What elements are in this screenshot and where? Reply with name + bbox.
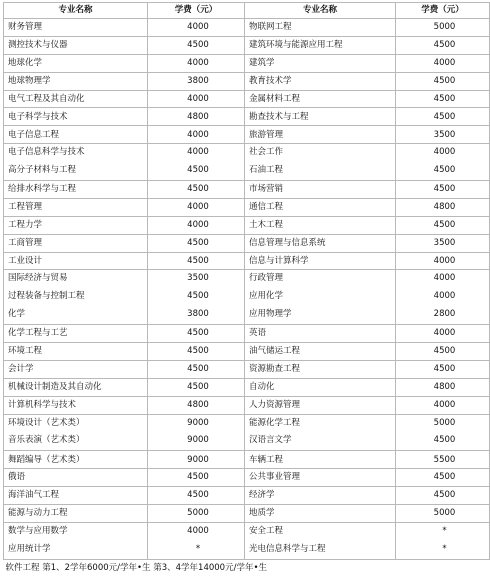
major-right-cell: 土木工程	[245, 216, 396, 234]
fee-right-cell	[396, 414, 490, 451]
table-row	[4, 522, 490, 559]
major-right-cell: 油气储运工程	[245, 343, 396, 361]
fee-right-cell: 4500	[396, 108, 490, 126]
major-right-line: 光电信息科学与工程	[249, 543, 326, 554]
major-right-cell: 资源勘查工程	[245, 360, 396, 378]
fee-left-cell: 4500	[148, 181, 245, 199]
fee-right-cell: 4000	[396, 325, 490, 343]
major-right-cell: 人力资源管理	[245, 396, 396, 414]
major-right-line: 社会工作	[249, 147, 284, 158]
fee-right-cell: 4800	[396, 378, 490, 396]
major-left-cell: 地球化学	[4, 54, 148, 72]
fee-left-line: 4500	[187, 165, 209, 176]
major-left-line: 数学与应用数学	[8, 525, 68, 536]
software-engineering-note: 软件工程 第1、2学年6000元/学年•生 第3、4学年14000元/学年•生	[5, 563, 267, 574]
major-left-cell: 环境工程	[4, 343, 148, 361]
major-left-cell: 能源与动力工程	[4, 505, 148, 523]
major-right-cell: 勘查技术与工程	[245, 108, 396, 126]
fee-left-line: 3800	[187, 309, 209, 320]
major-left-cell	[4, 144, 148, 181]
major-left-cell: 工商管理	[4, 234, 148, 252]
major-left-line: 环境设计（艺术类）	[8, 417, 85, 428]
fee-right-line: 4500	[433, 435, 456, 446]
major-right-cell: 公共事业管理	[245, 469, 396, 487]
major-right-line: 能源化学工程	[249, 417, 301, 428]
major-right-cell: 地质学	[245, 505, 396, 523]
major-left-cell: 计算机科学与技术	[4, 396, 148, 414]
fee-right-cell: 4500	[396, 216, 490, 234]
table-row	[4, 505, 490, 523]
tuition-fee-table	[3, 2, 490, 577]
major-right-cell: 旅游管理	[245, 126, 396, 144]
major-right-cell: 金属材料工程	[245, 90, 396, 108]
table-header-row	[4, 3, 490, 19]
fee-left-line: 4000	[187, 525, 209, 536]
major-left-line: 高分子材料与工程	[8, 165, 77, 176]
major-right-cell: 信息管理与信息系统	[245, 234, 396, 252]
header-fee-left: 学费（元）	[148, 3, 245, 19]
fee-right-line: 4000	[433, 147, 456, 158]
fee-right-cell: 5000	[396, 505, 490, 523]
major-left-line: 电子信息科学与技术	[8, 147, 85, 158]
major-left-cell: 电气工程及其自动化	[4, 90, 148, 108]
fee-left-cell: 4500	[148, 378, 245, 396]
fee-left-cell: 4000	[148, 90, 245, 108]
major-left-cell: 工程管理	[4, 198, 148, 216]
major-right-cell: 教育技术学	[245, 72, 396, 90]
fee-left-line: 3500	[187, 273, 209, 284]
fee-right-line: 5000	[433, 417, 456, 428]
fee-left-cell: 4800	[148, 396, 245, 414]
fee-right-cell: 4000	[396, 54, 490, 72]
table-row	[4, 90, 490, 108]
major-right-line: 应用化学	[249, 291, 284, 302]
fee-right-cell: 5500	[396, 451, 490, 469]
major-right-cell: 通信工程	[245, 198, 396, 216]
major-left-line: 国际经济与贸易	[8, 273, 68, 284]
fee-right-line: 4000	[433, 273, 456, 284]
fee-right-cell	[396, 270, 490, 325]
major-left-cell: 工业设计	[4, 252, 148, 270]
fee-left-cell: 4500	[148, 36, 245, 54]
fee-right-cell	[396, 522, 490, 559]
fee-right-cell: 4500	[396, 360, 490, 378]
fee-left-cell: 4500	[148, 252, 245, 270]
fee-left-line: 4500	[187, 291, 209, 302]
major-right-cell: 车辆工程	[245, 451, 396, 469]
fee-right-line: 4500	[433, 165, 456, 176]
major-right-cell: 建筑学	[245, 54, 396, 72]
fee-right-cell: 4800	[396, 198, 490, 216]
major-left-cell: 工程力学	[4, 216, 148, 234]
table-row	[4, 36, 490, 54]
major-left-cell: 会计学	[4, 360, 148, 378]
table-row	[4, 252, 490, 270]
fee-left-cell: 4500	[148, 469, 245, 487]
footer-row	[4, 559, 490, 577]
fee-left-cell	[148, 270, 245, 325]
fee-left-line: 9000	[187, 435, 209, 446]
major-left-line: 音乐表演（艺术类）	[8, 435, 85, 446]
fee-left-cell: 4000	[148, 126, 245, 144]
fee-right-line: 4000	[433, 291, 456, 302]
table-row	[4, 198, 490, 216]
table-row	[4, 360, 490, 378]
major-left-cell	[4, 270, 148, 325]
table-row	[4, 234, 490, 252]
major-left-cell	[4, 522, 148, 559]
fee-left-cell: 9000	[148, 451, 245, 469]
table-row	[4, 343, 490, 361]
table-row	[4, 54, 490, 72]
major-left-cell: 俄语	[4, 469, 148, 487]
table-row	[4, 216, 490, 234]
major-right-line: 汉语言文学	[249, 435, 292, 446]
table-row	[4, 181, 490, 199]
fee-right-line: *	[442, 543, 447, 554]
major-left-line: 化学	[8, 309, 26, 320]
major-left-cell: 电子科学与技术	[4, 108, 148, 126]
fee-left-line: 4000	[187, 147, 209, 158]
table-row	[4, 108, 490, 126]
fee-left-cell: 4000	[148, 216, 245, 234]
table-row	[4, 325, 490, 343]
major-left-line: 应用统计学	[8, 543, 51, 554]
major-left-cell: 舞蹈编导（艺术类）	[4, 451, 148, 469]
fee-right-cell: 4500	[396, 469, 490, 487]
major-right-cell: 经济学	[245, 487, 396, 505]
major-right-cell: 市场营销	[245, 181, 396, 199]
table-row	[4, 414, 490, 451]
table-row	[4, 19, 490, 37]
major-right-cell: 英语	[245, 325, 396, 343]
major-left-cell: 海洋油气工程	[4, 487, 148, 505]
fee-right-cell: 5000	[396, 19, 490, 37]
major-left-cell: 机械设计制造及其自动化	[4, 378, 148, 396]
fee-left-cell: 5000	[148, 505, 245, 523]
fee-left-cell: 4500	[148, 325, 245, 343]
fee-left-line: 9000	[187, 417, 209, 428]
major-right-line: 安全工程	[249, 525, 284, 536]
fee-right-cell: 3500	[396, 126, 490, 144]
table-row	[4, 451, 490, 469]
major-left-cell: 给排水科学与工程	[4, 181, 148, 199]
fee-left-cell: 4000	[148, 54, 245, 72]
fee-left-cell: 4500	[148, 487, 245, 505]
fee-left-cell	[148, 414, 245, 451]
fee-right-cell: 4000	[396, 252, 490, 270]
major-right-cell: 建筑环境与能源应用工程	[245, 36, 396, 54]
major-right-cell	[245, 270, 396, 325]
table-row	[4, 396, 490, 414]
major-left-cell: 测控技术与仪器	[4, 36, 148, 54]
major-left-cell: 财务管理	[4, 19, 148, 37]
major-left-cell: 地球物理学	[4, 72, 148, 90]
fee-right-cell: 4500	[396, 90, 490, 108]
table-row	[4, 378, 490, 396]
fee-right-cell: 4500	[396, 343, 490, 361]
fee-right-cell: 3500	[396, 234, 490, 252]
major-left-cell: 电子信息工程	[4, 126, 148, 144]
fee-left-cell: 4000	[148, 198, 245, 216]
major-right-line: 行政管理	[249, 273, 284, 284]
fee-left-cell: 4800	[148, 108, 245, 126]
fee-left-cell: 4000	[148, 19, 245, 37]
major-left-cell: 化学工程与工艺	[4, 325, 148, 343]
table-row	[4, 270, 490, 325]
major-right-cell: 信息与计算科学	[245, 252, 396, 270]
header-major-left: 专业名称	[4, 3, 148, 19]
fee-right-cell: 4500	[396, 181, 490, 199]
table-row	[4, 144, 490, 181]
fee-left-cell: 4500	[148, 360, 245, 378]
table-row	[4, 469, 490, 487]
fee-left-line: *	[195, 543, 201, 554]
table-row	[4, 126, 490, 144]
major-right-cell: 自动化	[245, 378, 396, 396]
fee-left-cell	[148, 144, 245, 181]
table-body	[4, 19, 490, 560]
major-right-line: 石油工程	[249, 165, 284, 176]
fee-right-cell: 4500	[396, 72, 490, 90]
table-row	[4, 487, 490, 505]
fee-right-cell	[396, 144, 490, 181]
major-right-cell: 物联网工程	[245, 19, 396, 37]
fee-left-cell: 4500	[148, 343, 245, 361]
fee-right-line: *	[442, 525, 447, 536]
major-right-cell	[245, 414, 396, 451]
fee-right-cell: 4500	[396, 36, 490, 54]
fee-right-cell: 4500	[396, 487, 490, 505]
fee-left-cell: 4500	[148, 234, 245, 252]
fee-right-cell: 4000	[396, 396, 490, 414]
fee-right-line: 2800	[433, 309, 456, 320]
major-right-line: 应用物理学	[249, 309, 292, 320]
fee-left-cell: 3800	[148, 72, 245, 90]
table-row	[4, 72, 490, 90]
major-left-line: 过程装备与控制工程	[8, 291, 85, 302]
fee-left-cell	[148, 522, 245, 559]
major-right-cell	[245, 522, 396, 559]
major-right-cell	[245, 144, 396, 181]
major-left-cell	[4, 414, 148, 451]
header-fee-right: 学费（元）	[396, 3, 490, 19]
header-major-right: 专业名称	[245, 3, 396, 19]
